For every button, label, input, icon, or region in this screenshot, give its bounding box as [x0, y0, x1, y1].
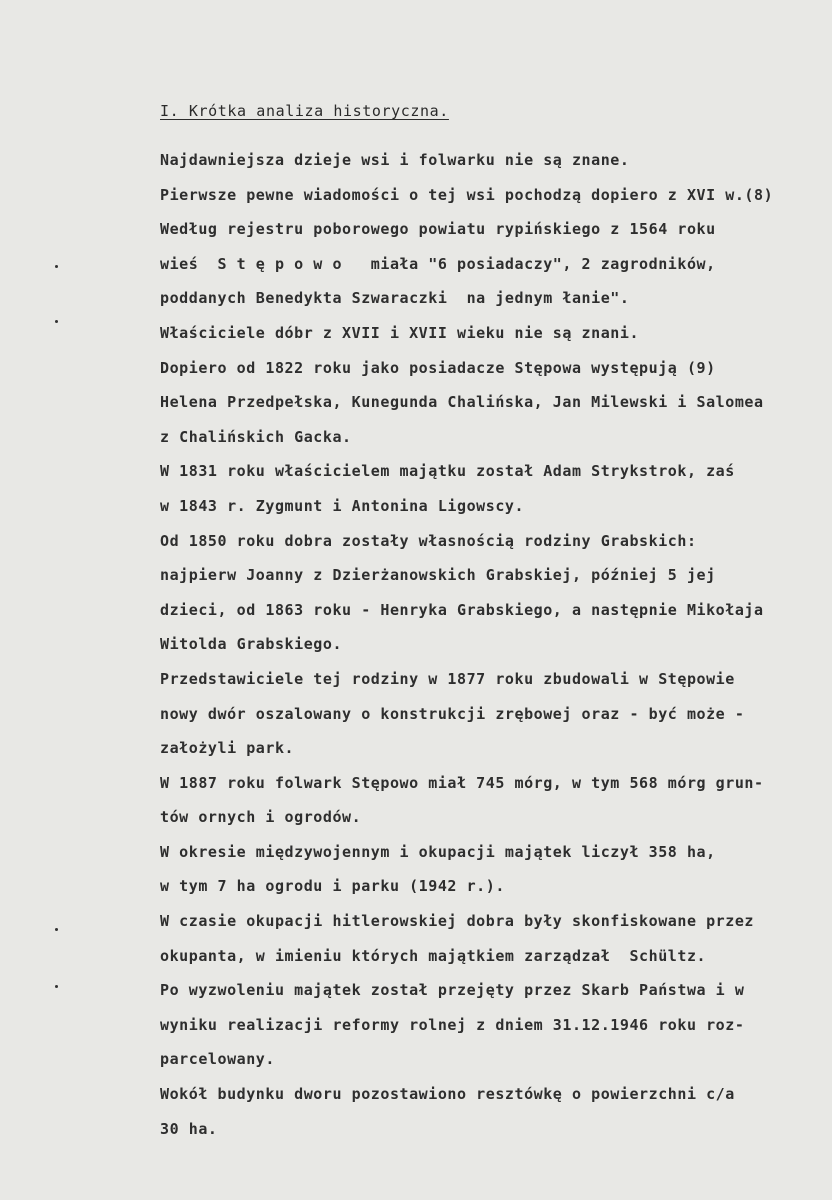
text-line: Helena Przedpełska, Kunegunda Chalińska, Jan Milewski i Salomea: [160, 393, 764, 412]
text-line: Witolda Grabskiego.: [160, 635, 343, 654]
text-line: poddanych Benedykta Szwaraczki na jednym łanie".: [160, 289, 630, 308]
section-heading: I. Krótka analiza historyczna.: [160, 102, 449, 120]
text-line: W okresie międzywojennym i okupacji majątek liczył 358 ha,: [160, 842, 716, 861]
text-line: okupanta, w imieniu których majątkiem zarządzał Schültz.: [160, 946, 707, 965]
text-line: W 1831 roku właścicielem majątku został Adam Strykstrok, zaś: [160, 462, 735, 481]
body-text: [160, 143, 825, 1146]
text-line: Pierwsze pewne wiadomości o tej wsi pochodzą dopiero z XVI w.(8): [160, 185, 774, 204]
text-line: nowy dwór oszalowany o konstrukcji zrębowej oraz - być może -: [160, 704, 745, 723]
text-line: wieś S t ę p o w o miała "6 posiadaczy", 2 zagrodników,: [160, 254, 716, 273]
text-line: 30 ha.: [160, 1119, 218, 1138]
text-line: najpierw Joanny z Dzierżanowskich Grabskiej, później 5 jej: [160, 566, 716, 585]
text-line: Najdawniejsza dzieje wsi i folwarku nie są znane.: [160, 151, 630, 169]
text-line: dzieci, od 1863 roku - Henryka Grabskiego, a następnie Mikołaja: [160, 600, 764, 619]
text-line: w tym 7 ha ogrodu i parku (1942 r.).: [160, 877, 505, 896]
text-line: W 1887 roku folwark Stępowo miał 745 mórg, w tym 568 mórg grun-: [160, 773, 764, 792]
text-line: wyniku realizacji reformy rolnej z dniem 31.12.1946 roku roz-: [160, 1015, 745, 1034]
text-line: Właściciele dóbr z XVII i XVII wieku nie są znani.: [160, 323, 640, 342]
text-line: w 1843 r. Zygmunt i Antonina Ligowscy.: [160, 496, 525, 515]
text-line: z Chalińskich Gacka.: [160, 427, 352, 446]
margin-mark: [55, 265, 58, 268]
text-line: Od 1850 roku dobra zostały własnością rodziny Grabskich:: [160, 531, 697, 550]
text-line: W czasie okupacji hitlerowskiej dobra były skonfiskowane przez: [160, 912, 755, 931]
margin-mark: [55, 320, 58, 323]
text-line: Dopiero od 1822 roku jako posiadacze Stępowa występują (9): [160, 358, 716, 377]
text-line: Według rejestru poborowego powiatu rypińskiego z 1564 roku: [160, 220, 716, 239]
text-line: Wokół budynku dworu pozostawiono resztówkę o powierzchni c/a: [160, 1085, 735, 1104]
margin-mark: [55, 985, 58, 988]
text-line: Po wyzwoleniu majątek został przejęty przez Skarb Państwa i w: [160, 981, 745, 1000]
text-line: Przedstawiciele tej rodziny w 1877 roku zbudowali w Stępowie: [160, 669, 735, 688]
text-line: tów ornych i ogrodów.: [160, 808, 362, 827]
text-line: założyli park.: [160, 739, 295, 758]
text-line: parcelowany.: [160, 1050, 275, 1069]
margin-mark: [55, 928, 58, 931]
